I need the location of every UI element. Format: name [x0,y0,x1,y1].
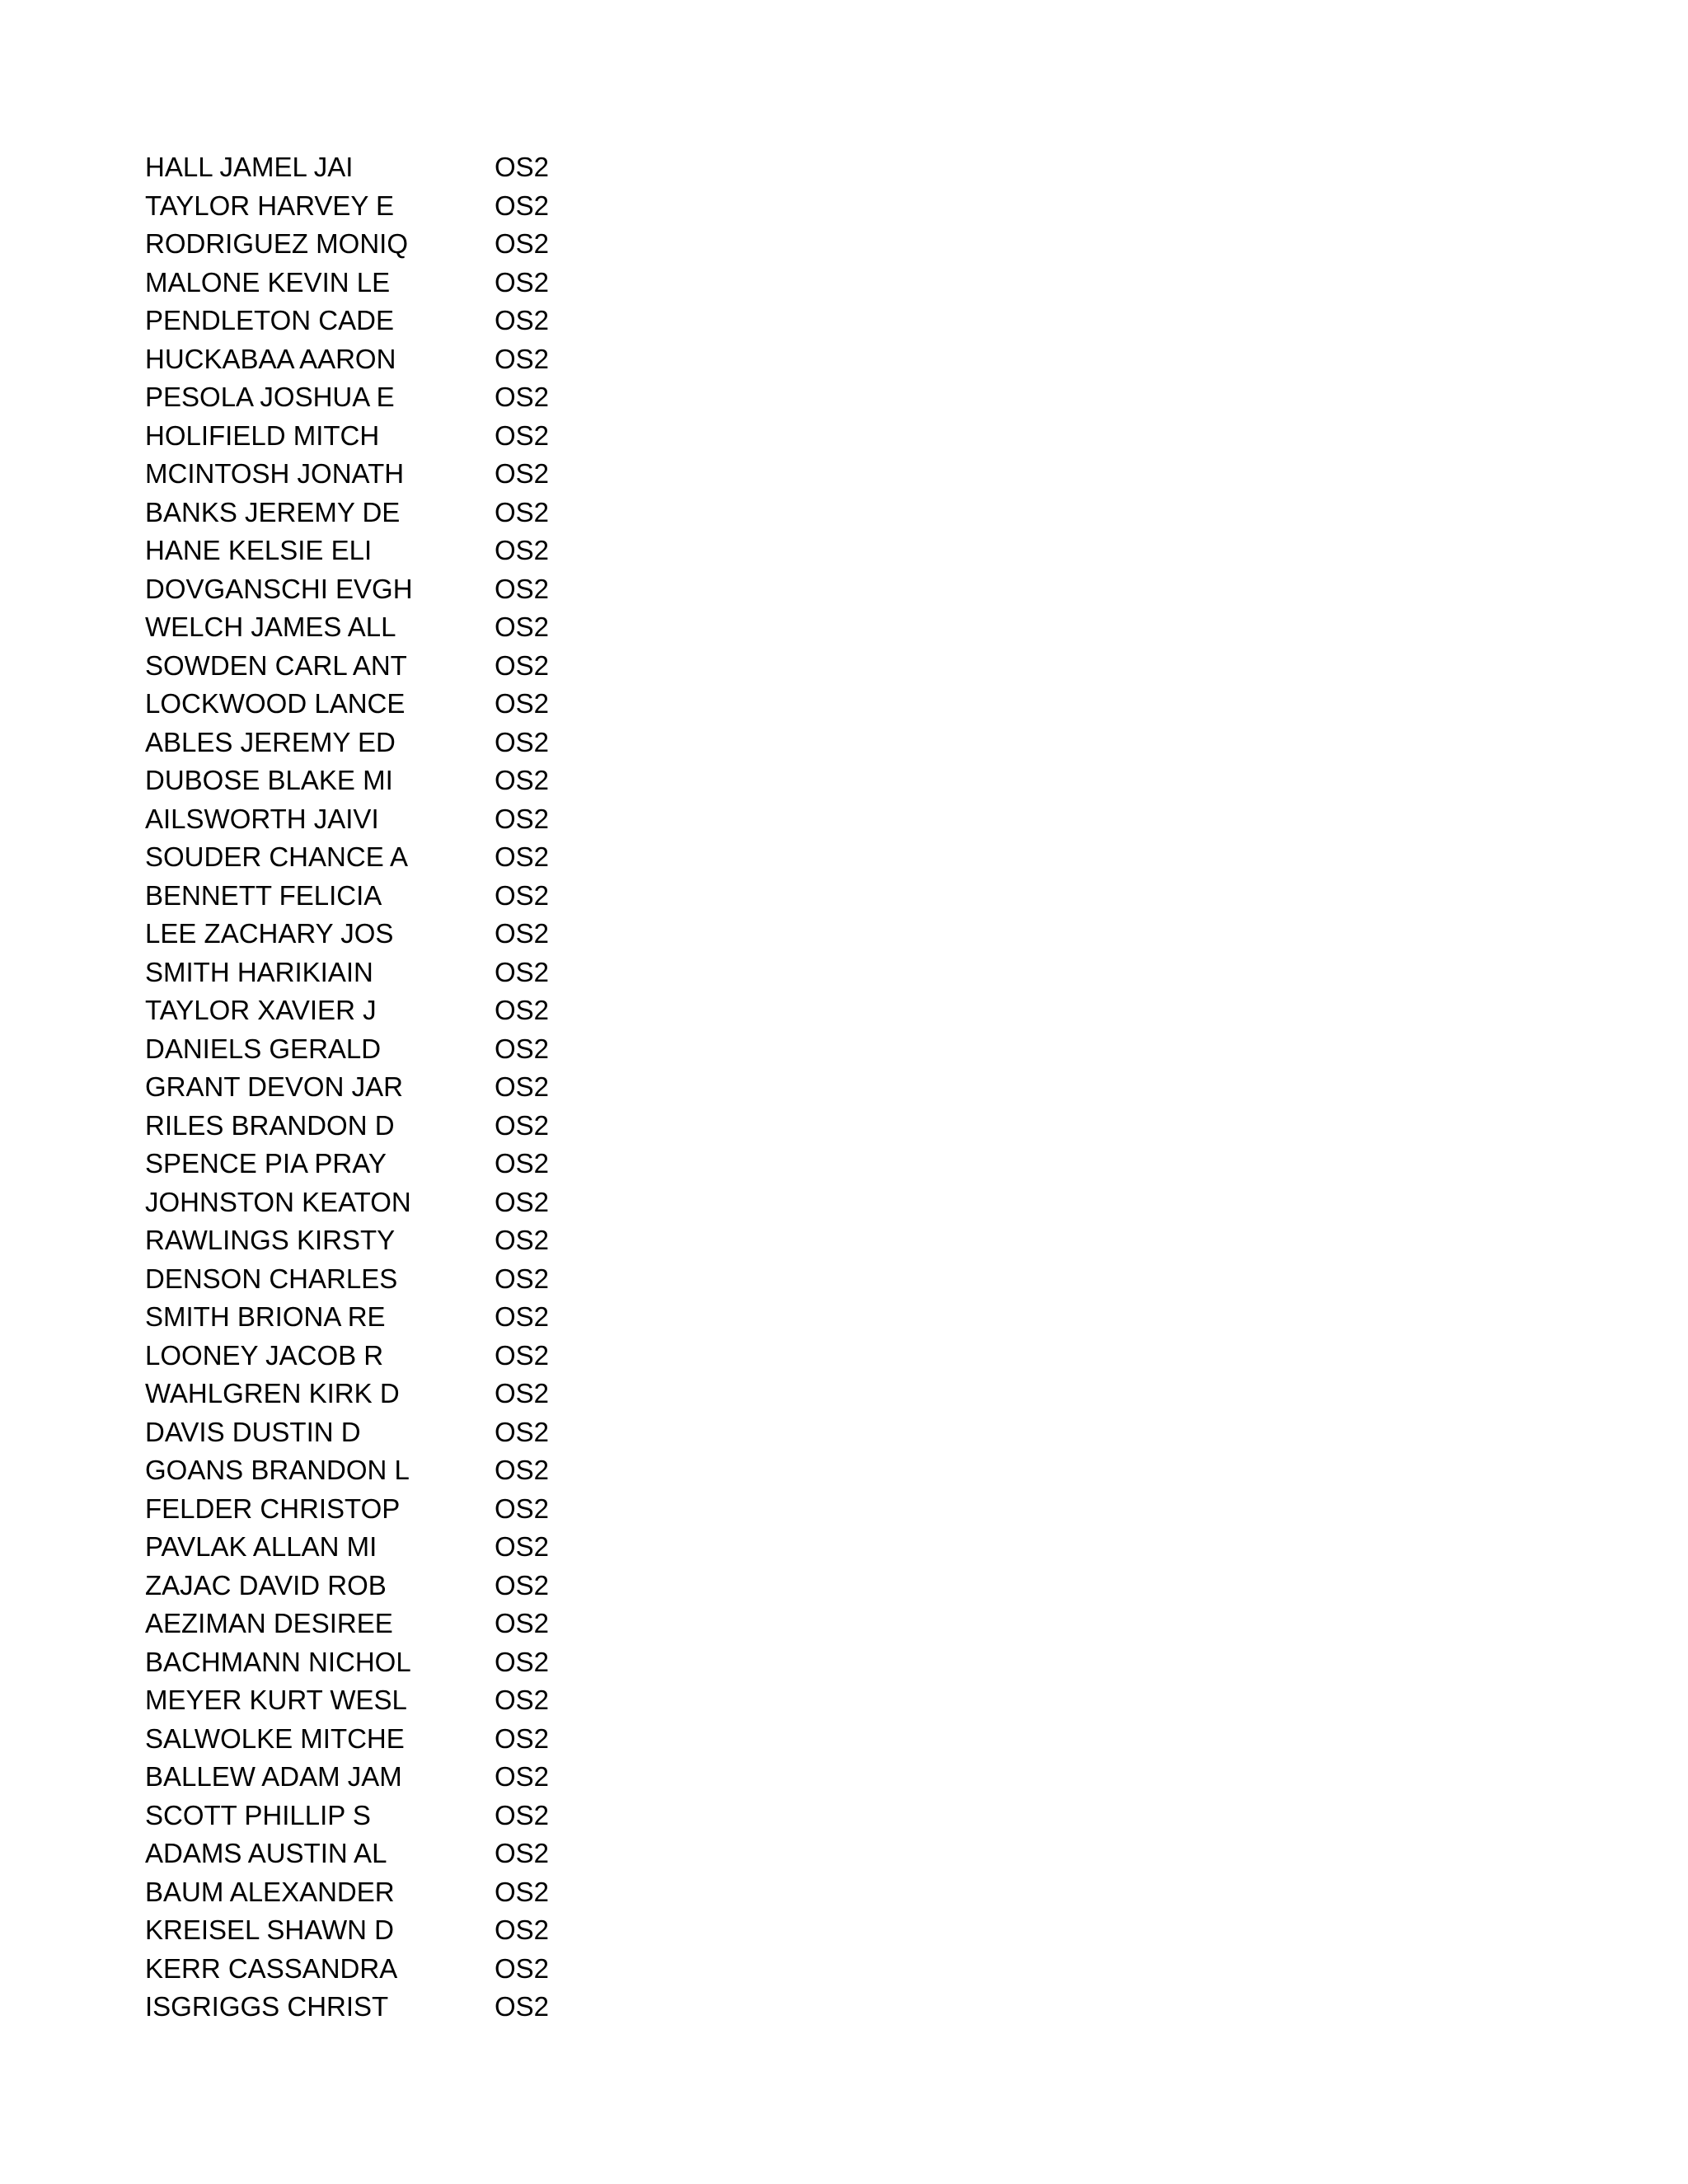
person-name: DUBOSE BLAKE MI [145,765,393,795]
person-name: SOUDER CHANCE A [145,841,409,872]
grade-code: OS2 [495,1646,550,1677]
person-name: LEE ZACHARY JOS [145,918,394,949]
person-name: PAVLAK ALLAN MI [145,1531,377,1562]
person-name: AEZIMAN DESIREE [145,1608,393,1638]
person-name: SMITH BRIONA RE [145,1301,386,1332]
grade-code: OS2 [495,1416,550,1447]
grade-code: OS2 [495,419,550,451]
grade-code: OS2 [495,726,550,757]
list-item [145,532,607,570]
person-name: DOVGANSCHI EVGH [145,573,413,604]
grade-code: OS2 [495,841,550,872]
grade-code: OS2 [495,688,550,719]
list-item [145,1375,607,1413]
person-name: LOONEY JACOB R [145,1339,384,1371]
list-item [145,724,607,762]
person-name: DENSON CHARLES [145,1263,398,1294]
list-item [145,1528,607,1567]
list-item [145,1911,607,1950]
list-item [145,1451,607,1490]
person-name: HANE KELSIE ELI [145,535,373,565]
grade-code: OS2 [495,1378,550,1408]
person-name: TAYLOR HARVEY E [145,190,394,221]
person-name: PENDLETON CADE [145,305,394,335]
grade-code: OS2 [495,1915,550,1945]
person-name: BACHMANN NICHOL [145,1646,411,1677]
person-name: HOLIFIELD MITCH [145,419,380,451]
list-item [145,1107,607,1146]
grade-code: OS2 [495,1608,550,1638]
grade-code: OS2 [495,1838,550,1868]
list-item [145,455,607,494]
person-name: ADAMS AUSTIN AL [145,1838,387,1868]
person-name: SALWOLKE MITCHE [145,1722,405,1754]
person-name: BAUM ALEXANDER [145,1876,395,1907]
grade-code: OS2 [495,1455,550,1485]
person-name: GOANS BRANDON L [145,1455,410,1485]
person-name: SOWDEN CARL ANT [145,649,407,681]
list-item [145,340,607,379]
list-item [145,1221,607,1260]
person-name: BANKS JEREMY DE [145,496,401,527]
grade-code: OS2 [495,1799,550,1830]
list-item [145,1145,607,1183]
grade-code: OS2 [495,879,550,911]
grade-code: OS2 [495,1685,550,1715]
list-item [145,1030,607,1069]
list-item [145,1797,607,1835]
grade-code: OS2 [495,1569,550,1601]
roster-list [145,148,607,2027]
person-name: ISGRIGGS CHRIST [145,1991,389,2022]
grade-code: OS2 [495,1225,550,1255]
grade-code: OS2 [495,152,550,182]
list-item [145,1758,607,1797]
grade-code: OS2 [495,305,550,335]
list-item [145,378,607,417]
list-item [145,187,607,226]
list-item [145,225,607,264]
list-item [145,1413,607,1452]
person-name: RAWLINGS KIRSTY [145,1225,396,1255]
person-name: LOCKWOOD LANCE [145,688,406,719]
list-item [145,1950,607,1989]
list-item [145,1260,607,1299]
list-item [145,417,607,456]
list-item [145,800,607,839]
grade-code: OS2 [495,1071,550,1102]
grade-code: OS2 [495,1301,550,1332]
grade-code: OS2 [495,995,550,1025]
grade-code: OS2 [495,1531,550,1562]
grade-code: OS2 [495,458,550,489]
list-item [145,264,607,302]
list-item [145,1298,607,1337]
grade-code: OS2 [495,573,550,604]
person-name: TAYLOR XAVIER J [145,995,377,1025]
person-name: SPENCE PIA PRAY [145,1148,387,1179]
grade-code: OS2 [495,535,550,565]
grade-code: OS2 [495,1952,550,1984]
person-name: MCINTOSH JONATH [145,458,405,489]
grade-code: OS2 [495,803,550,834]
person-name: PESOLA JOSHUA E [145,382,395,412]
list-item [145,1567,607,1605]
list-item [145,1988,607,2027]
grade-code: OS2 [495,1186,550,1217]
person-name: KREISEL SHAWN D [145,1915,394,1945]
list-item [145,838,607,877]
grade-code: OS2 [495,649,550,681]
list-item [145,1643,607,1682]
person-name: BALLEW ADAM JAM [145,1761,402,1792]
person-name: MALONE KEVIN LE [145,266,391,298]
list-item [145,1490,607,1529]
person-name: FELDER CHRISTOP [145,1493,401,1524]
person-name: WELCH JAMES ALL [145,612,396,642]
list-item [145,1873,607,1912]
person-name: WAHLGREN KIRK D [145,1378,400,1408]
grade-code: OS2 [495,1722,550,1754]
person-name: JOHNSTON KEATON [145,1186,411,1217]
list-item [145,954,607,992]
person-name: BENNETT FELICIA [145,879,382,911]
person-name: HALL JAMEL JAI [145,152,354,182]
list-item [145,647,607,686]
grade-code: OS2 [495,343,550,374]
person-name: SCOTT PHILLIP S [145,1799,371,1830]
list-item [145,1183,607,1222]
list-item [145,1337,607,1376]
grade-code: OS2 [495,612,550,642]
list-item [145,1720,607,1759]
list-item [145,302,607,340]
person-name: ABLES JEREMY ED [145,726,396,757]
grade-code: OS2 [495,1876,550,1907]
person-name: AILSWORTH JAIVI [145,803,379,834]
grade-code: OS2 [495,1109,550,1141]
list-item [145,685,607,724]
grade-code: OS2 [495,956,550,987]
person-name: ZAJAC DAVID ROB [145,1569,387,1601]
grade-code: OS2 [495,1033,550,1064]
list-item [145,877,607,916]
person-name: KERR CASSANDRA [145,1952,398,1984]
person-name: RILES BRANDON D [145,1109,395,1141]
person-name: DANIELS GERALD [145,1033,382,1064]
grade-code: OS2 [495,1148,550,1179]
person-name: HUCKABAA AARON [145,343,396,374]
grade-code: OS2 [495,1761,550,1792]
grade-code: OS2 [495,918,550,949]
list-item [145,915,607,954]
person-name: MEYER KURT WESL [145,1685,407,1715]
list-item [145,1681,607,1720]
person-name: SMITH HARIKIAIN [145,956,373,987]
grade-code: OS2 [495,382,550,412]
grade-code: OS2 [495,765,550,795]
list-item [145,1835,607,1873]
grade-code: OS2 [495,190,550,221]
grade-code: OS2 [495,496,550,527]
list-item [145,494,607,532]
grade-code: OS2 [495,1991,550,2022]
list-item [145,1068,607,1107]
list-item [145,608,607,647]
list-item [145,148,607,187]
list-item [145,762,607,800]
grade-code: OS2 [495,228,550,259]
list-item [145,1605,607,1643]
person-name: RODRIGUEZ MONIQ [145,228,408,259]
grade-code: OS2 [495,266,550,298]
grade-code: OS2 [495,1339,550,1371]
grade-code: OS2 [495,1263,550,1294]
list-item [145,991,607,1030]
person-name: GRANT DEVON JAR [145,1071,403,1102]
grade-code: OS2 [495,1493,550,1524]
person-name: DAVIS DUSTIN D [145,1416,361,1447]
list-item [145,570,607,609]
